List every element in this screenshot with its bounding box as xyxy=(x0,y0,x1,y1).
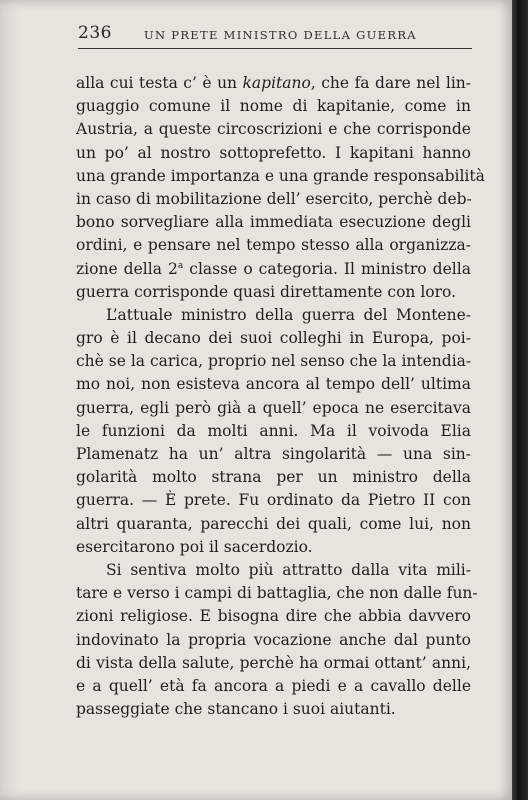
text-line: altri quaranta, parecchi dei quali, come lui, non xyxy=(76,514,471,533)
text-line: ordini, e pensare nel tempo stesso alla organizza- xyxy=(76,236,471,255)
text-line: tare e verso i campi di battaglia, che non dalle fun- xyxy=(76,584,478,603)
italic-word: kapitano xyxy=(242,74,311,92)
running-title: UN PRETE MINISTRO DELLA GUERRA xyxy=(144,28,417,42)
text-line: bono sorvegliare alla immediata esecuzione degli xyxy=(76,213,471,232)
text-line: esercitarono poi il sacerdozio. xyxy=(76,537,313,556)
text-line: L’attuale ministro della guerra del Montene- xyxy=(106,305,471,324)
text-line: gro è il decano dei suoi colleghi in Europa, poi- xyxy=(76,329,471,348)
text-line: le funzioni da molti anni. Ma il voivoda Elia xyxy=(76,421,471,440)
text-line: e a quell’ età fa ancora a piedi e a cavallo delle xyxy=(76,676,471,695)
page-header xyxy=(78,22,472,49)
text-line: in caso di mobilitazione dell’ esercito, perchè deb- xyxy=(76,189,472,208)
text-line: guerra, egli però già a quell’ epoca ne esercitava xyxy=(76,398,471,417)
page-number: 236 xyxy=(78,23,112,43)
text-line: di vista della salute, perchè ha ormai ottant’ anni, xyxy=(76,653,471,672)
text-line: mo noi, non esisteva ancora al tempo dell’ ultima xyxy=(76,375,471,394)
text-line: Austria, a queste circoscrizioni e che corrisponde xyxy=(76,120,471,139)
text-line: guerra corrisponde quasi direttamente con loro. xyxy=(76,282,456,301)
text-line: guerra. — È prete. Fu ordinato da Pietro II con xyxy=(76,491,471,510)
text-line: chè se la carica, proprio nel senso che la intendia- xyxy=(76,352,472,371)
text-line: zione della 2$^a$ classe o categoria. Il ministro della xyxy=(76,259,471,278)
text-line: passeggiate che stancano i suoi aiutanti. xyxy=(76,700,396,719)
text-line: zioni religiose. E bisogna dire che abbia davvero xyxy=(76,607,471,626)
text-line: una grande importanza e una grande responsabilità xyxy=(76,166,485,185)
text-line: un po’ al nostro sottoprefetto. I kapitani hanno xyxy=(76,143,471,162)
body-text xyxy=(76,72,485,721)
ordinal-superscript: a xyxy=(177,260,184,271)
text-line: Plamenatz ha un’ altra singolarità — una sin- xyxy=(76,445,471,463)
text-line: Si sentiva molto più attratto dalla vita mili- xyxy=(106,560,471,579)
book-binding-edge xyxy=(512,0,528,800)
text-line: indovinato la propria vocazione anche dal punto xyxy=(76,630,471,649)
text-line: guaggio comune il nome di kapitanie, come in xyxy=(76,97,471,116)
text-line: alla cui testa c’ è un kapitano, che fa dare nel lin- xyxy=(76,74,472,92)
text-line: golarità molto strana per un ministro della xyxy=(76,468,471,487)
